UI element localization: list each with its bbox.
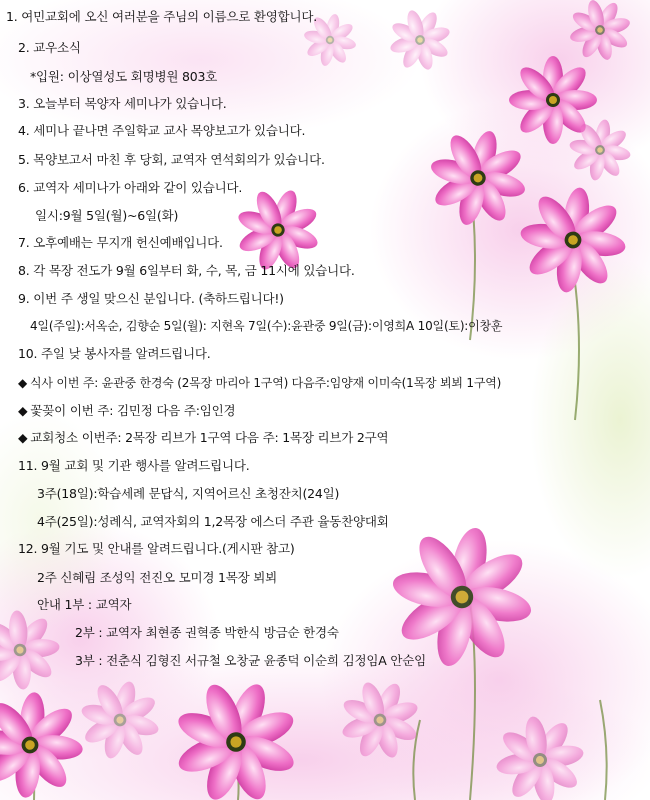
- notice-item-11-week3: 3주(18일):학습세례 문답식, 지역어르신 초청잔치(24일): [37, 486, 340, 501]
- notice-item-11-week4: 4주(25일):성례식, 교역자회의 1,2목장 에스더 주관 율동찬양대회: [37, 514, 389, 529]
- bullet-diamond-icon: ◆: [18, 403, 28, 418]
- notice-item-6-date: 일시:9월 5일(월)~6일(화): [35, 208, 179, 223]
- notice-item-3: 3. 오늘부터 목양자 세미나가 있습니다.: [18, 96, 227, 111]
- notice-item-12-usher-2: 2부 : 교역자 최현종 권혁종 박한식 방금순 한경숙: [75, 625, 339, 640]
- bullet-diamond-icon: ◆: [18, 376, 28, 390]
- notice-item-9: 9. 이번 주 생일 맞으신 분입니다. (축하드립니다!): [18, 291, 284, 306]
- notice-item-4: 4. 세미나 끝나면 주일학교 교사 목양보고가 있습니다.: [18, 123, 306, 138]
- notice-item-12: 12. 9월 기도 및 안내를 알려드립니다.(게시판 참고): [18, 541, 295, 556]
- notice-item-7: 7. 오후예배는 무지개 헌신예배입니다.: [18, 235, 223, 250]
- notice-item-12-prayer: 2주 신혜림 조성익 전진오 모미경 1목장 뵈뵈: [37, 570, 278, 585]
- notice-item-9-birthdays: 4일(주일):서옥순, 김향순 5일(월): 지현옥 7일(수):윤관중 9일(금):이영희A 10일(토):이창훈: [30, 319, 503, 333]
- notice-item-2-heading: 2. 교우소식: [18, 40, 81, 55]
- meal-service-text: 식사 이번 주: 윤관중 한경숙 (2목장 마리아 1구역) 다음주:임양재 이미숙(1목장 뵈뵈 1구역): [30, 376, 502, 390]
- notice-item-12-usher-1: 안내 1부 : 교역자: [37, 597, 132, 612]
- notice-item-6: 6. 교역자 세미나가 아래와 같이 있습니다.: [18, 180, 243, 195]
- notice-item-10-cleaning: [18, 430, 388, 446]
- notice-item-2-detail: *입원: 이상열성도 회명병원 803호: [30, 69, 218, 84]
- notice-item-10-flowers: [18, 403, 235, 419]
- notice-item-5: 5. 목양보고서 마친 후 당회, 교역자 연석회의가 있습니다.: [18, 152, 325, 167]
- notice-item-8: 8. 각 목장 전도가 9월 6일부터 화, 수, 목, 금 11시에 있습니다.: [18, 263, 355, 278]
- flower-service-text: 꽃꽂이 이번 주: 김민정 다음 주:임인경: [30, 403, 236, 418]
- cleaning-service-text: 교회청소 이번주: 2목장 리브가 1구역 다음 주: 1목장 리브가 2구역: [30, 430, 389, 445]
- notice-item-11: 11. 9월 교회 및 기관 행사를 알려드립니다.: [18, 458, 250, 473]
- notice-item-10-meal: [18, 375, 501, 391]
- notice-item-10: 10. 주일 낮 봉사자를 알려드립니다.: [18, 346, 211, 361]
- notice-item-1: 1. 여민교회에 오신 여러분을 주님의 이름으로 환영합니다.: [6, 9, 318, 24]
- bullet-diamond-icon: ◆: [18, 430, 28, 445]
- notice-item-12-usher-3: 3부 : 전춘식 김형진 서규철 오창균 윤종덕 이순희 김정임A 안순임: [75, 653, 426, 668]
